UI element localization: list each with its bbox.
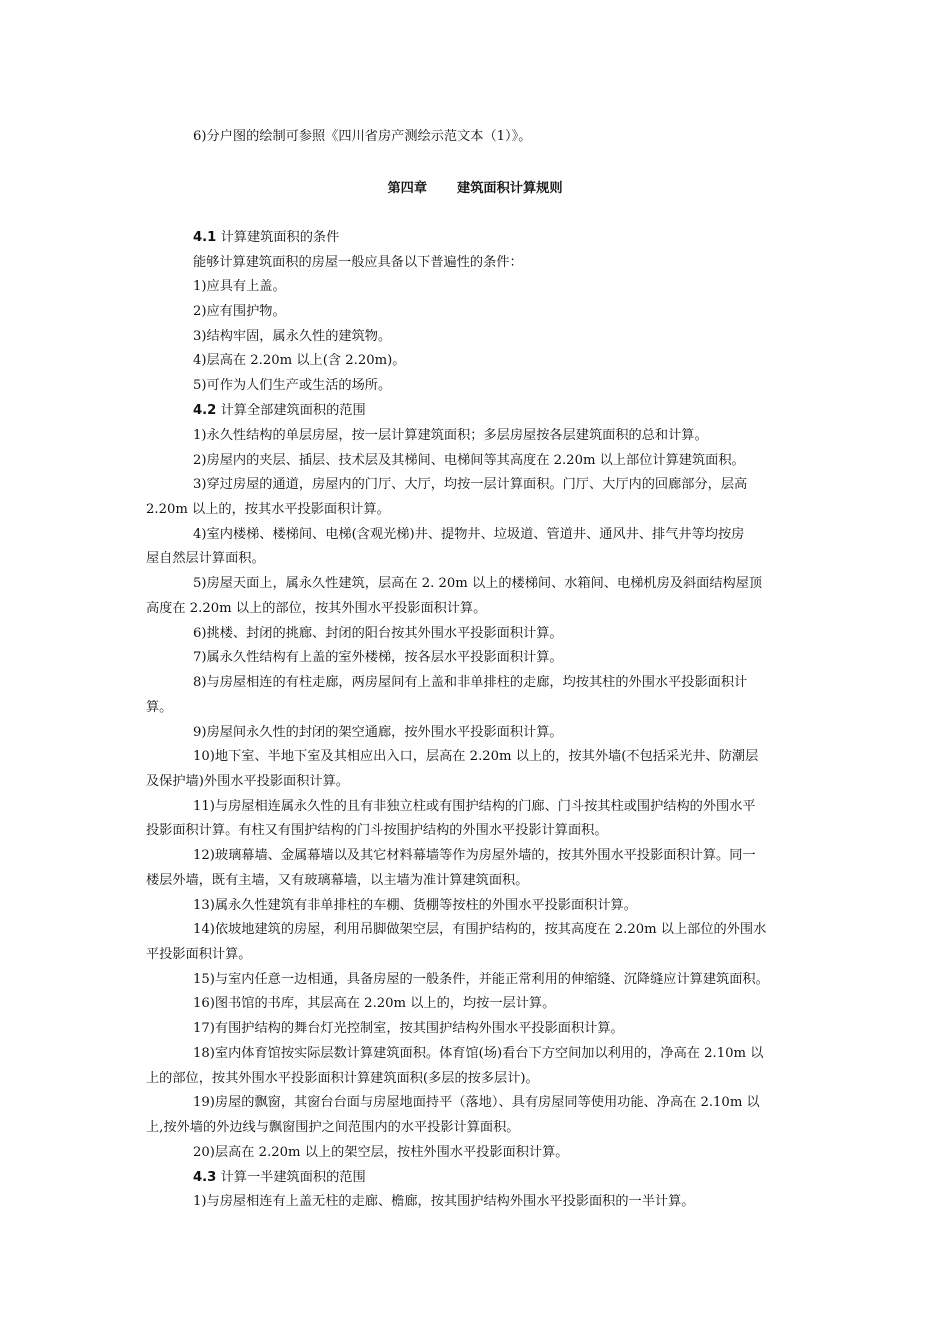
chapter-title: 建筑面积计算规则 xyxy=(457,181,563,196)
section-title: 计算全部建筑面积的范围 xyxy=(220,403,366,418)
list-item-continuation: 投影面积计算。有柱又有围护结构的门斗按围护结构的外围水平投影计算面积。 xyxy=(146,823,608,838)
list-item: 10)地下室、半地下室及其相应出入口，层高在 2.20m 以上的，按其外墙(不包括采光井、防潮层 xyxy=(193,749,759,764)
list-item-continuation: 高度在 2.20m 以上的部位，按其外围水平投影面积计算。 xyxy=(146,601,487,616)
list-item: 4)室内楼梯、楼梯间、电梯(含观光梯)井、提物井、垃圾道、管道井、通风井、排气井等均按房 xyxy=(193,527,745,542)
list-item: 15)与室内任意一边相通，具备房屋的一般条件，并能正常利用的伸缩缝、沉降缝应计算建筑面积。 xyxy=(193,972,769,987)
list-item: 8)与房屋相连的有柱走廊，两房屋间有上盖和非单排柱的走廊，均按其柱的外围水平投影面积计 xyxy=(193,675,748,690)
list-item-continuation: 上的部位，按其外围水平投影面积计算建筑面积(多层的按多层计)。 xyxy=(146,1071,539,1086)
list-item: 17)有围护结构的舞台灯光控制室，按其围护结构外围水平投影面积计算。 xyxy=(193,1021,624,1036)
section-number: 4.3 xyxy=(193,1170,217,1185)
list-item: 9)房屋间永久性的封闭的架空通廊，按外围水平投影面积计算。 xyxy=(193,725,563,740)
list-item: 1)与房屋相连有上盖无柱的走廊、檐廊，按其围护结构外围水平投影面积的一半计算。 xyxy=(193,1194,695,1209)
list-item-continuation: 平投影面积计算。 xyxy=(146,947,252,962)
section-title: 计算一半建筑面积的范围 xyxy=(220,1170,366,1185)
list-item: 19)房屋的飘窗，其窗台台面与房屋地面持平（落地）、具有房屋同等使用功能、净高在 2.10m 以 xyxy=(193,1095,760,1110)
list-item: 13)属永久性建筑有非单排柱的车棚、货棚等按柱的外围水平投影面积计算。 xyxy=(193,898,637,913)
section-heading-4-3 xyxy=(193,1170,827,1186)
list-item-continuation: 楼层外墙，既有主墙，又有玻璃幕墙，以主墙为准计算建筑面积。 xyxy=(146,873,529,888)
list-item: 5)房屋天面上，属永久性建筑，层高在 2. 20m 以上的楼梯间、水箱间、电梯机房及斜面结构屋顶 xyxy=(193,576,763,591)
list-item: 2)应有围护物。 xyxy=(193,304,286,319)
list-item: 12)玻璃幕墙、金属幕墙以及其它材料幕墙等作为房屋外墙的，按其外围水平投影面积计算。同一 xyxy=(193,848,756,863)
list-item-continuation: 2.20m 以上的，按其水平投影面积计算。 xyxy=(146,502,390,517)
list-item-continuation: 算。 xyxy=(146,700,173,715)
list-item: 16)图书馆的书库，其层高在 2.20m 以上的，均按一层计算。 xyxy=(193,996,556,1011)
list-item: 6)挑楼、封闭的挑廊、封闭的阳台按其外围水平投影面积计算。 xyxy=(193,626,563,641)
list-item-continuation: 上,按外墙的外边线与飘窗围护之间范围内的水平投影计算面积。 xyxy=(146,1120,520,1135)
list-item: 5)可作为人们生产或生活的场所。 xyxy=(193,378,392,393)
list-item: 3)穿过房屋的通道，房屋内的门厅、大厅，均按一层计算面积。门厅、大厅内的回廊部分，层高 xyxy=(193,477,748,492)
section-intro: 能够计算建筑面积的房屋一般应具备以下普遍性的条件： xyxy=(193,255,523,270)
list-item: 4)层高在 2.20m 以上(含 2.20m)。 xyxy=(193,353,406,368)
chapter-heading xyxy=(146,181,804,197)
list-item: 2)房屋内的夹层、插层、技术层及其梯间、电梯间等其高度在 2.20m 以上部位计算建筑面积。 xyxy=(193,453,745,468)
list-item: 18)室内体育馆按实际层数计算建筑面积。体育馆(场)看台下方空间加以利用的，净高在 2.10m 以 xyxy=(193,1046,764,1061)
chapter-number: 第四章 xyxy=(387,181,428,196)
section-number: 4.1 xyxy=(193,230,217,245)
list-item: 20)层高在 2.20m 以上的架空层，按柱外围水平投影面积计算。 xyxy=(193,1145,569,1160)
list-item: 7)属永久性结构有上盖的室外楼梯，按各层水平投影面积计算。 xyxy=(193,650,563,665)
top-list-item: 6)分户图的绘制可参照《四川省房产测绘示范文本（1）》。 xyxy=(193,129,532,144)
list-item: 1)永久性结构的单层房屋，按一层计算建筑面积；多层房屋按各层建筑面积的总和计算。 xyxy=(193,428,708,443)
list-item: 1)应具有上盖。 xyxy=(193,279,286,294)
list-item-continuation: 屋自然层计算面积。 xyxy=(146,551,265,566)
list-item: 3)结构牢固，属永久性的建筑物。 xyxy=(193,329,392,344)
section-heading-4-2 xyxy=(193,403,827,419)
list-item: 14)依坡地建筑的房屋，利用吊脚做架空层，有围护结构的，按其高度在 2.20m 以上部位的外围水 xyxy=(193,922,767,937)
section-heading-4-1 xyxy=(193,230,827,246)
section-title: 计算建筑面积的条件 xyxy=(220,230,340,245)
list-item-continuation: 及保护墙)外围水平投影面积计算。 xyxy=(146,774,349,789)
section-number: 4.2 xyxy=(193,403,217,418)
list-item: 11)与房屋相连属永久性的且有非独立柱或有围护结构的门廊、门斗按其柱或围护结构的外围水平 xyxy=(193,799,756,814)
